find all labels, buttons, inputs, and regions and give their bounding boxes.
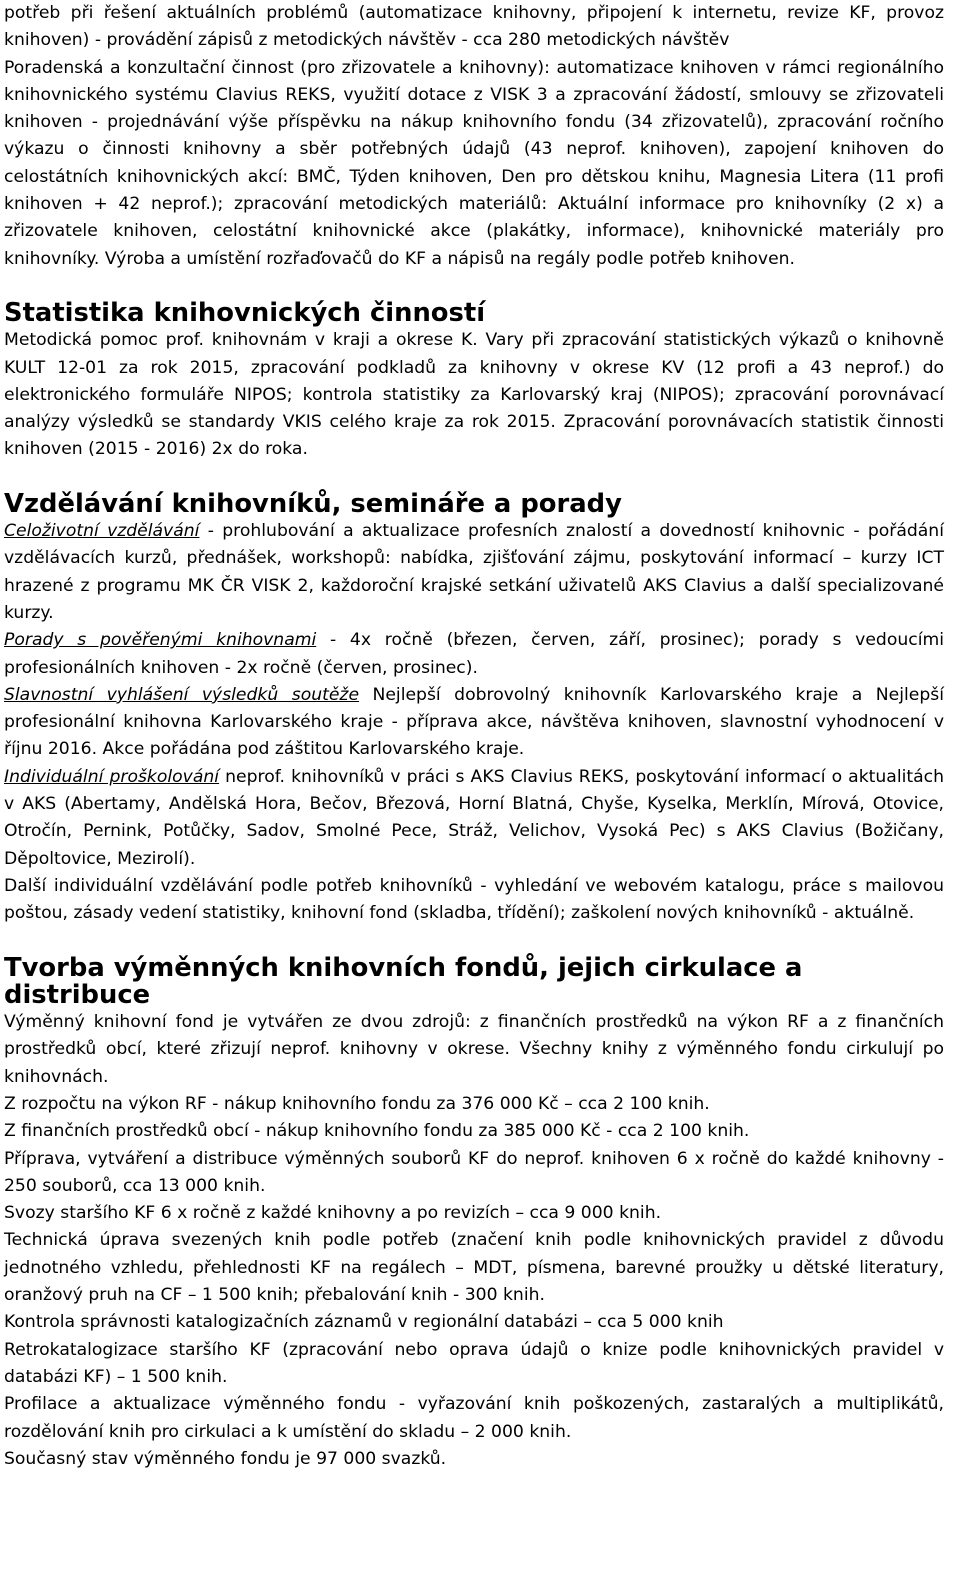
paragraph-text: Nejlepší dobrovolný knihovník Karlovarského kraje a Nejlepší profesionální knihovna Karlovarského kraje - příprava akce, návštěva knihoven, slavnostní vyhodnocení v říjnu 2016. Akce pořádána pod záštitou Karlovarského kraje. — [4, 684, 944, 760]
fondy-paragraph: Příprava, vytváření a distribuce výměnných souborů KF do neprof. knihoven 6 x ročně do každé knihovny - 250 souborů, cca 13 000 knih. — [4, 1148, 944, 1196]
statistika-paragraph: Metodická pomoc prof. knihovnám v kraji a okrese K. Vary při zpracování statistických výkazů o knihovně KULT 12-01 za rok 2015, zpracování podkladů za knihovny v okrese KV (12 profi a 43 neprof.) do elektronického formuláře NIPOS; kontrola statistiky za Karlovarský kraj (NIPOS); zpracování porovnávací analýzy výsledků se standardy VKIS celého kraje za rok 2015. Zpracování porovnávacích statistik činnosti knihoven (2015 - 2016) 2x do roka. — [4, 330, 944, 460]
fondy-paragraph: Z rozpočtu na výkon RF - nákup knihovního fondu za 376 000 Kč – cca 2 100 knih. — [4, 1093, 710, 1114]
section-spacer — [4, 928, 944, 955]
vzdelavani-paragraph-3 — [4, 682, 944, 764]
vzdelavani-paragraph-2 — [4, 627, 944, 682]
paragraph-lead: Celoživotní vzdělávání — [4, 521, 200, 542]
vzdelavani-paragraph-5: Další individuální vzdělávání podle potřeb knihovníků - vyhledání ve webovém katalogu, práce s mailovou poštou, zásady vedení statistiky, knihovní fond (skladba, třídění); zaškolení nových knihovníků - aktuálně. — [4, 875, 944, 924]
vzdelavani-paragraph-4 — [4, 764, 944, 873]
vzdelavani-paragraph-1 — [4, 518, 944, 627]
document-page — [4, 0, 944, 1473]
fondy-paragraph: Svozy staršího KF 6 x ročně z každé knihovny a po revizích – cca 9 000 knih. — [4, 1203, 662, 1224]
fondy-paragraph: Současný stav výměnného fondu je 97 000 svazků. — [4, 1448, 447, 1469]
section-title-statistika: Statistika knihovnických činností — [4, 297, 486, 328]
paragraph-text: - prohlubování a aktualizace profesních znalostí a dovedností knihovnic - pořádání vzdělávacích kurzů, přednášek, workshopů: nabídka, zjišťování zájmu, poskytování informací – kurzy ICT hrazené z programu MK ČR VISK 2, každoroční krajské setkání uživatelů AKS Clavius a další specializované kurzy. — [4, 521, 944, 623]
paragraph-text: - 4x ročně (březen, červen, září, prosinec); porady s vedoucími profesionálních knihoven - 2x ročně (červen, prosinec). — [4, 630, 944, 678]
fondy-paragraph: Profilace a aktualizace výměnného fondu - vyřazování knih poškozených, zastaralých a multiplikátů, rozdělování knih pro cirkulaci a k umístění do skladu – 2 000 knih. — [4, 1394, 944, 1442]
fondy-paragraph: Výměnný knihovní fond je vytvářen ze dvou zdrojů: z finančních prostředků na výkon RF a z finančních prostředků obcí, které zřizují neprof. knihovny v okrese. Všechny knihy z výměnného fondu cirkulují po knihovnách. — [4, 1012, 944, 1087]
intro-paragraph-2: Poradenská a konzultační činnost (pro zřizovatele a knihovny): automatizace knihoven v rámci regionálního knihovnického systému Clavius REKS, využití dotace z VISK 3 a zpracování žádostí, smlouvy se zřizovateli knihoven - projednávání výše příspěvku na nákup knihovního fondu (34 zřizovatelů), zpracování ročního výkazu o činnosti knihovny a sběr potřebných údajů (43 neprof. knihoven), zapojení knihoven do celostátních knihovnických akcí: BMČ, Týden knihoven, Den pro dětskou knihu, Magnesia Litera (11 profi knihoven + 42 neprof.); zpracování metodických materiálů: Aktuální informace pro knihovníky (2 x) a zřizovatele knihoven, celostátní knihovnické akce (plakátky, informace), knihovnické materiály pro knihovníky. Výroba a umístění rozřaďovačů do KF a nápisů na regály podle potřeb knihoven. — [4, 57, 944, 269]
section-spacer — [4, 273, 944, 300]
intro-paragraph-1: potřeb při řešení aktuálních problémů (automatizace knihovny, připojení k internetu, revize KF, provoz knihoven) - provádění zápisů z metodických návštěv - cca 280 metodických návštěv — [4, 3, 944, 51]
paragraph-lead: Porady s pověřenými knihovnami — [4, 630, 317, 651]
paragraph-lead: Slavnostní vyhlášení výsledků soutěže — [4, 684, 360, 705]
fondy-paragraph: Retrokatalogizace staršího KF (zpracování nebo oprava údajů o knize podle knihovnických pravidel v databázi KF) – 1 500 knih. — [4, 1339, 944, 1387]
section-spacer — [4, 464, 944, 491]
fondy-paragraph: Z finančních prostředků obcí - nákup knihovního fondu za 385 000 Kč - cca 2 100 knih. — [4, 1121, 750, 1142]
paragraph-lead: Individuální proškolování — [4, 766, 220, 787]
paragraph-text: neprof. knihovníků v práci s AKS Clavius REKS, poskytování informací o aktualitách v AKS (Abertamy, Andělská Hora, Bečov, Březová, Horní Blatná, Chyše, Kyselka, Merklín, Mírová, Otovice, Otročín, Pernink, Potůčky, Sadov, Smolné Pece, Stráž, Velichov, Vysoká Pec) s AKS Clavius (Božičany, Děpoltovice, Mezirolí). — [4, 766, 944, 869]
fondy-paragraph: Kontrola správnosti katalogizačních záznamů v regionální databázi – cca 5 000 knih — [4, 1312, 724, 1333]
fondy-paragraph: Technická úprava svezených knih podle potřeb (značení knih podle knihovnických pravidel z důvodu jednotného vzhledu, přehlednosti KF na regálech – MDT, písmena, barevné proužky u dětské literatury, oranžový pruh na CF – 1 500 knih; přebalování knih - 300 knih. — [4, 1230, 944, 1306]
section-title-vzdelavani: Vzdělávání knihovníků, semináře a porady — [4, 488, 622, 519]
section-title-fondy: Tvorba výměnných knihovních fondů, jejich cirkulace a distribuce — [4, 952, 803, 1010]
